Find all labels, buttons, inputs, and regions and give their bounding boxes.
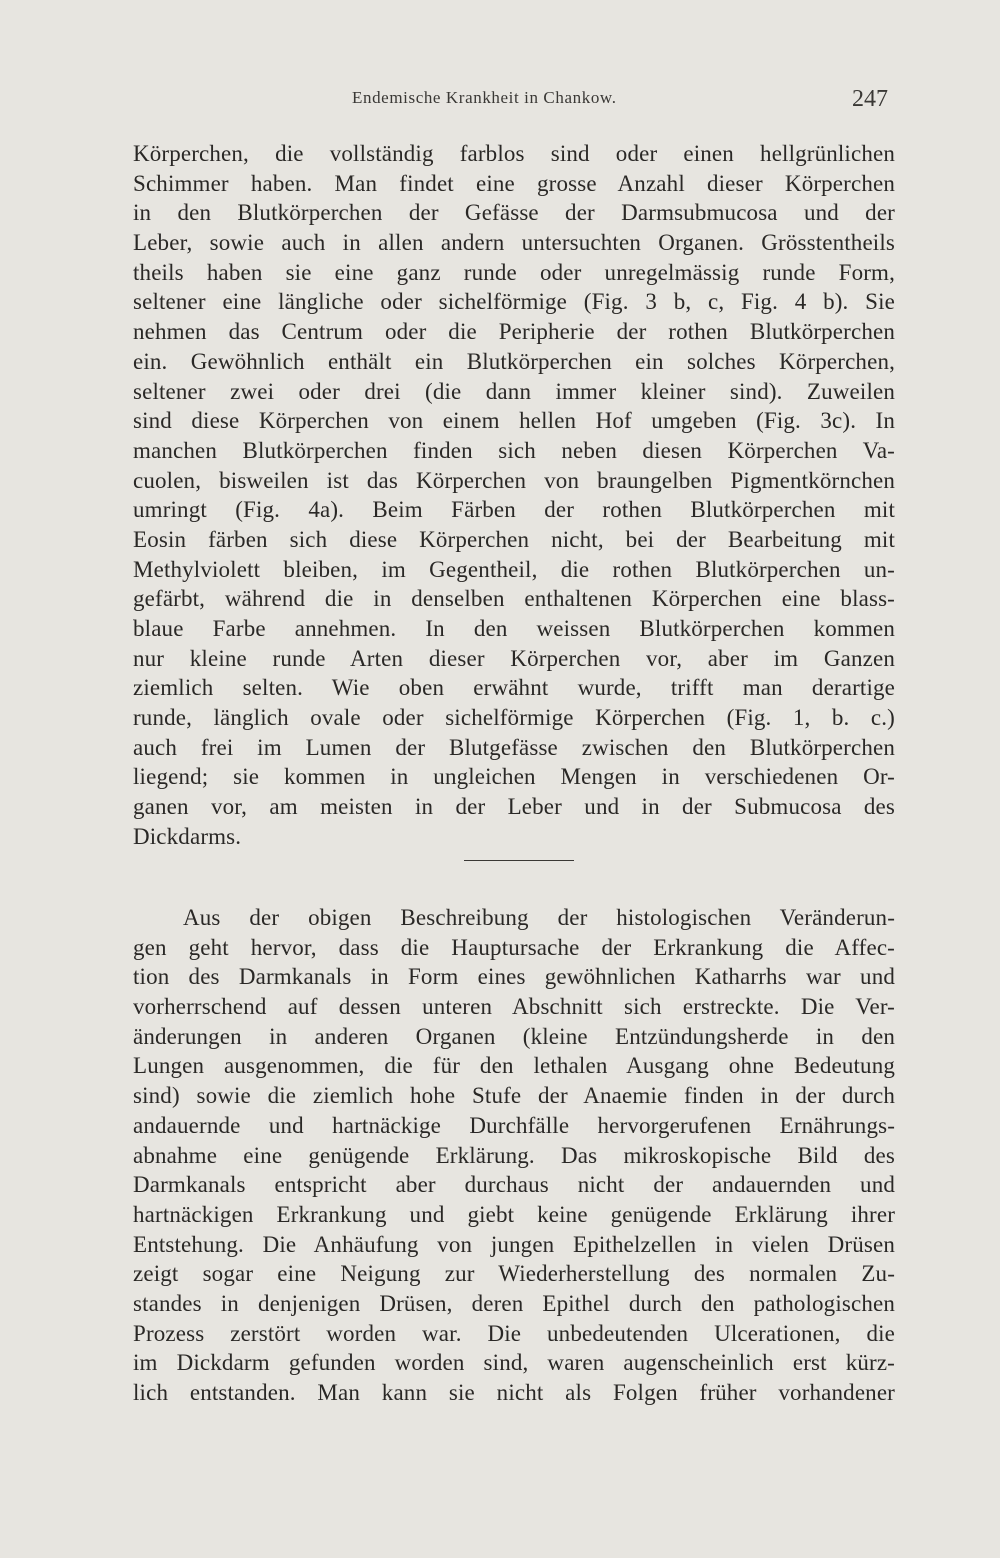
text-line: Leber, sowie auch in allen andern untersuchten Organen. Grösstentheils (133, 230, 895, 256)
text-line: änderungen in anderen Organen (kleine Entzündungsherde in den (133, 1023, 895, 1049)
text-line: Schimmer haben. Man findet eine grosse Anzahl dieser Körperchen (133, 170, 895, 196)
text-line: auch frei im Lumen der Blutgefässe zwischen den Blutkörperchen (133, 734, 895, 760)
text-line: hartnäckigen Erkrankung und giebt keine genügende Erklärung ihrer (133, 1201, 895, 1227)
paragraph-2 (133, 903, 895, 1408)
text-line: ziemlich selten. Wie oben erwähnt wurde, trifft man derartige (133, 675, 895, 701)
text-line: theils haben sie eine ganz runde oder unregelmässig runde Form, (133, 259, 895, 285)
text-line: Entstehung. Die Anhäufung von jungen Epithelzellen in vielen Drüsen (133, 1231, 895, 1257)
text-line: gen geht hervor, dass die Hauptursache der Erkrankung die Affec- (133, 934, 895, 960)
text-line: seltener eine längliche oder sichelförmige (Fig. 3 b, c, Fig. 4 b). Sie (133, 289, 895, 315)
running-title: Endemische Krankheit in Chankow. (352, 88, 617, 107)
text-line: nur kleine runde Arten dieser Körperchen vor, aber im Ganzen (133, 645, 895, 671)
text-line: sind) sowie die ziemlich hohe Stufe der Anaemie finden in der durch (133, 1083, 895, 1109)
text-line: Eosin färben sich diese Körperchen nicht, bei der Bearbeitung mit (133, 526, 895, 552)
text-line: runde, länglich ovale oder sichelförmige Körperchen (Fig. 1, b. c.) (133, 705, 895, 731)
text-line: nehmen das Centrum oder die Peripherie der rothen Blutkörperchen (133, 319, 895, 345)
text-line: Prozess zerstört worden war. Die unbedeutenden Ulcerationen, die (133, 1320, 895, 1346)
text-line: gefärbt, während die in denselben enthaltenen Körperchen eine blass- (133, 586, 895, 612)
text-line: im Dickdarm gefunden worden sind, waren augenscheinlich erst kürz- (133, 1350, 895, 1376)
text-line: andauernde und hartnäckige Durchfälle hervorgerufenen Ernährungs- (133, 1112, 895, 1138)
section-separator-rule (464, 860, 574, 861)
text-line: Körperchen, die vollständig farblos sind oder einen hellgrünlichen (133, 141, 895, 166)
text-line: blaue Farbe annehmen. In den weissen Blutkörperchen kommen (133, 616, 895, 641)
text-line: zeigt sogar eine Neigung zur Wiederherstellung des normalen Zu- (133, 1261, 895, 1287)
text-line: manchen Blutkörperchen finden sich neben diesen Körperchen Va- (133, 437, 895, 463)
text-line: sind diese Körperchen von einem hellen Hof umgeben (Fig. 3c). In (133, 408, 895, 434)
text-line: ganen vor, am meisten in der Leber und in der Submucosa des (133, 794, 895, 820)
text-line: lich entstanden. Man kann sie nicht als Folgen früher vorhandener (133, 1380, 895, 1405)
text-line: Darmkanals entspricht aber durchaus nicht der andauernden und (133, 1172, 895, 1198)
text-line: umringt (Fig. 4a). Beim Färben der rothen Blutkörperchen mit (133, 497, 895, 523)
text-line: vorherrschend auf dessen unteren Abschnitt sich erstreckte. Die Ver- (133, 994, 895, 1020)
text-line: liegend; sie kommen in ungleichen Mengen in verschiedenen Or- (133, 764, 895, 790)
paragraph-1 (133, 139, 895, 852)
page-number: 247 (852, 86, 888, 112)
text-line: standes in denjenigen Drüsen, deren Epithel durch den pathologischen (133, 1290, 895, 1316)
text-line: abnahme eine genügende Erklärung. Das mikroskopische Bild des (133, 1142, 895, 1168)
running-head (0, 86, 1000, 116)
text-line: Methylviolett bleiben, im Gegentheil, die rothen Blutkörperchen un- (133, 556, 895, 582)
text-line: Aus der obigen Beschreibung der histologischen Veränderun- (183, 905, 895, 930)
text-line: cuolen, bisweilen ist das Körperchen von braungelben Pigmentkörnchen (133, 467, 895, 493)
text-line: Lungen ausgenommen, die für den lethalen Ausgang ohne Bedeutung (133, 1053, 895, 1079)
text-line: seltener zwei oder drei (die dann immer kleiner sind). Zuweilen (133, 378, 895, 404)
text-line: in den Blutkörperchen der Gefässe der Darmsubmucosa und der (133, 200, 895, 226)
text-line: ein. Gewöhnlich enthält ein Blutkörperchen ein solches Körperchen, (133, 348, 895, 374)
text-line: tion des Darmkanals in Form eines gewöhnlichen Katharrhs war und (133, 964, 895, 990)
text-line: Dickdarms. (133, 823, 242, 849)
